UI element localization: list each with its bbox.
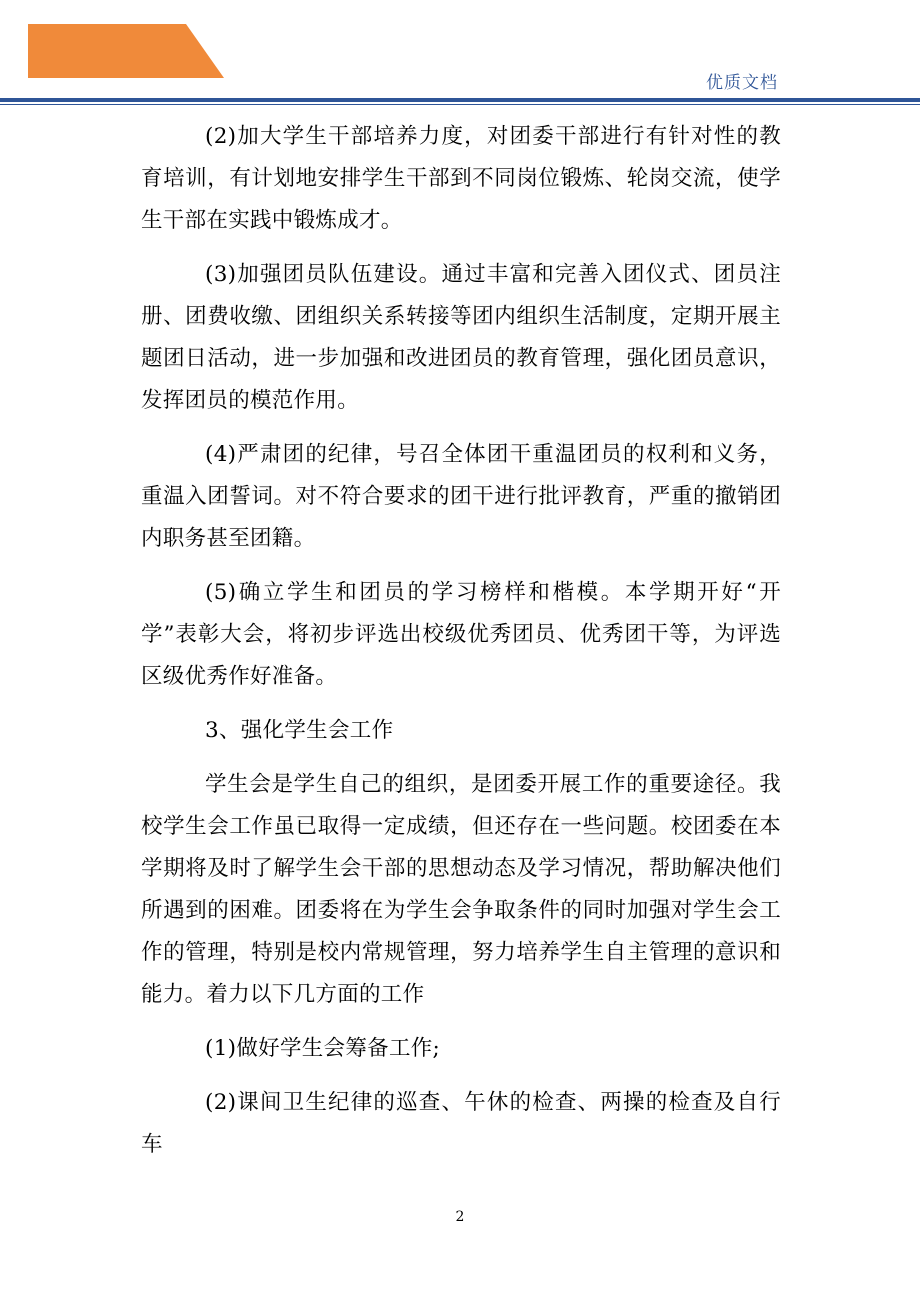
paragraph-2: (3)加强团员队伍建设。通过丰富和完善入团仪式、团员注册、团费收缴、团组织关系转接等团内组织生活制度，定期开展主题团日活动，进一步加强和改进团员的教育管理，强化团员意识，发挥团员的模范作用。 — [141, 262, 781, 413]
paragraph-1: (2)加大学生干部培养力度，对团委干部进行有针对性的教育培训，有计划地安排学生干部到不同岗位锻炼、轮岗交流，使学生干部在实践中锻炼成才。 — [141, 124, 781, 233]
paragraph-5: 学生会是学生自己的组织，是团委开展工作的重要途径。我校学生会工作虽已取得一定成绩，但还存在一些问题。校团委在本学期将及时了解学生会干部的思想动态及学习情况，帮助解决他们所遇到的困难。团委将在为学生会争取条件的同时加强对学生会工作的管理，特别是校内常规管理，努力培养学生自主管理的意识和能力。着力以下几方面的工作 — [141, 772, 781, 1007]
paragraph-3: (4)严肃团的纪律，号召全体团干重温团员的权利和义务，重温入团誓词。对不符合要求的团干进行批评教育，严重的撤销团内职务甚至团籍。 — [141, 442, 781, 551]
paragraph-4: (5)确立学生和团员的学习榜样和楷模。本学期开好“开学”表彰大会，将初步评选出校级优秀团员、优秀团干等，为评选区级优秀作好准备。 — [141, 580, 781, 689]
header-label: 优质文档 — [706, 73, 778, 93]
document-body — [141, 116, 781, 1166]
header-rule — [0, 98, 920, 102]
header-accent-shape — [28, 24, 224, 78]
paragraph-7: (2)课间卫生纪律的巡查、午休的检查、两操的检查及自行车 — [141, 1090, 781, 1157]
header-rule-thin — [0, 104, 920, 105]
paragraph-6: (1)做好学生会筹备工作; — [205, 1036, 441, 1061]
section-heading: 3、强化学生会工作 — [205, 718, 394, 743]
page-number: 2 — [455, 1209, 465, 1225]
